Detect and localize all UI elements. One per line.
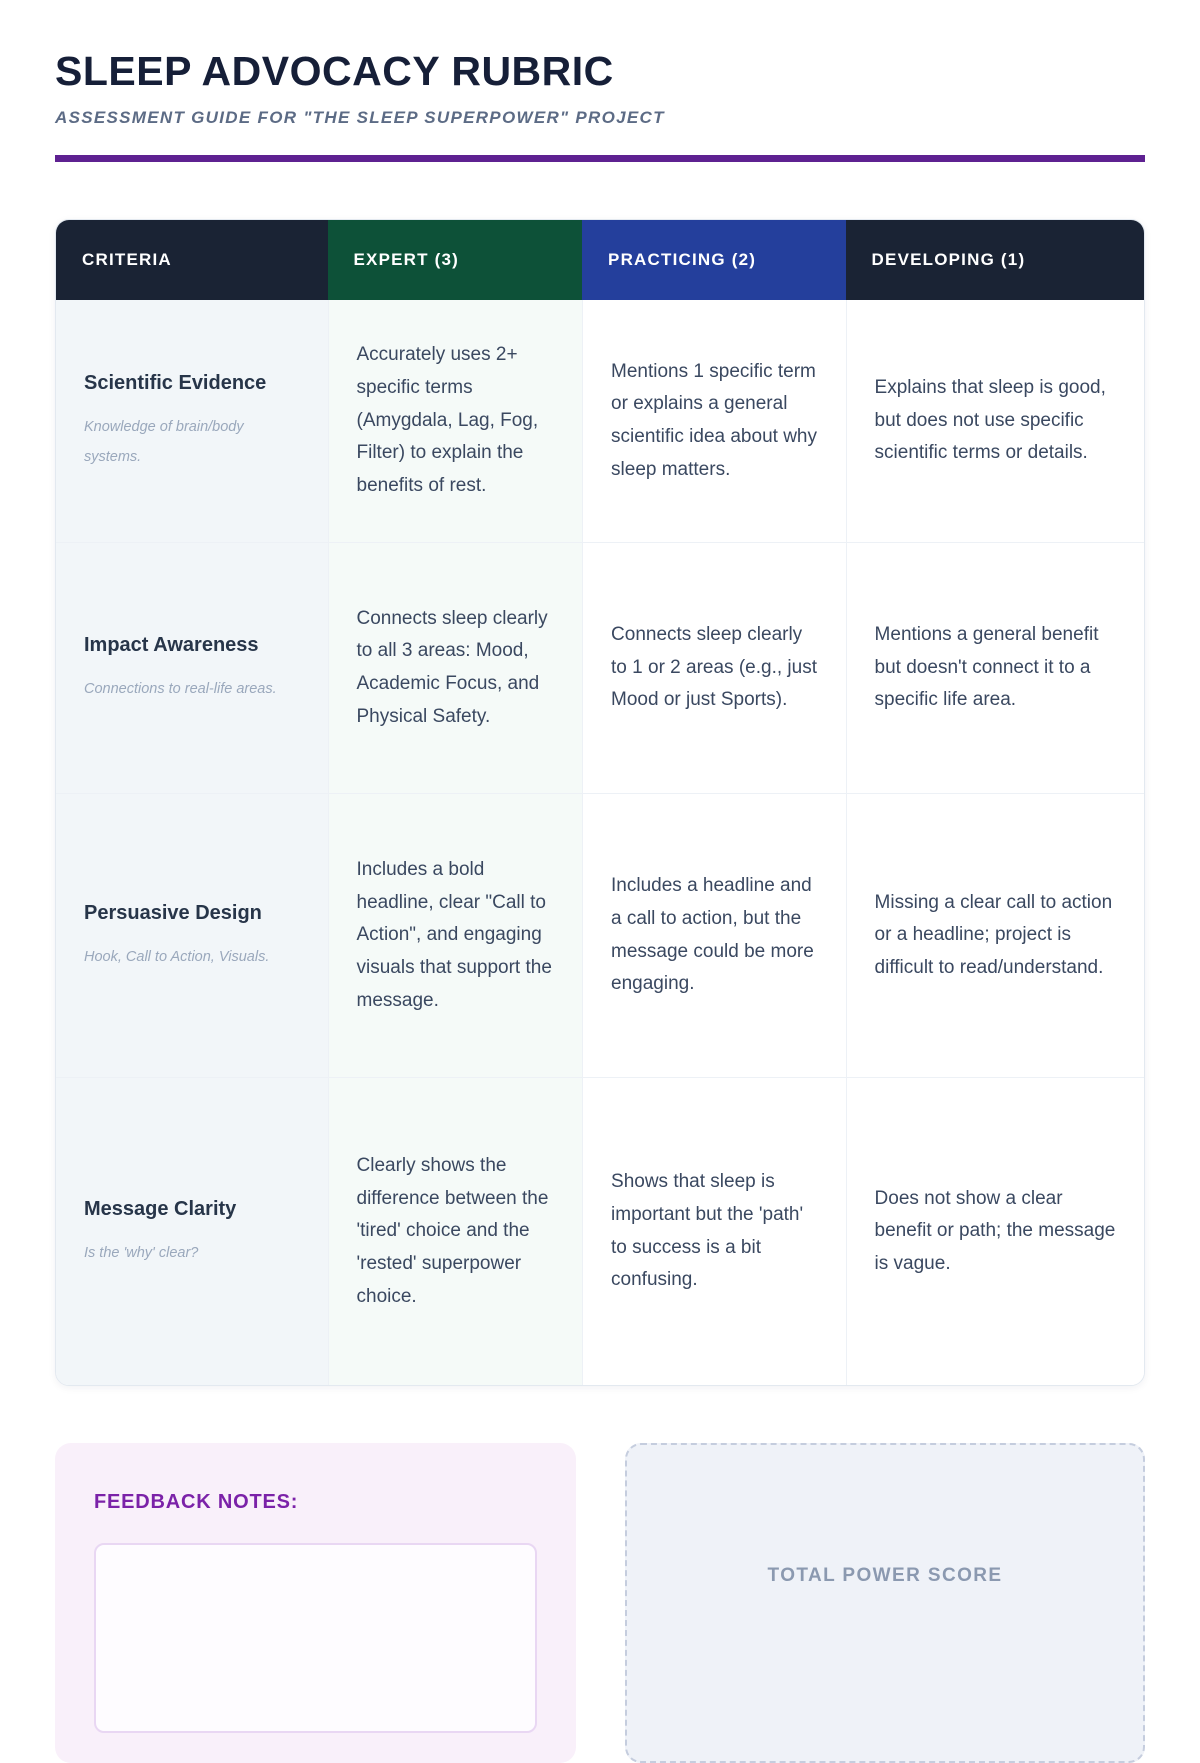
expert-cell: Accurately uses 2+ specific terms (Amygdala, Lag, Fog, Filter) to explain the benefits of rest. [328, 300, 583, 542]
criterion-cell [56, 300, 328, 542]
criterion-description: Hook, Call to Action, Visuals. [84, 948, 270, 965]
developing-cell: Mentions a general benefit but doesn't connect it to a specific life area. [846, 542, 1144, 793]
page-title: SLEEP ADVOCACY RUBRIC [55, 48, 614, 94]
criterion-description: Connections to real-life areas. [84, 681, 277, 698]
total-power-score-box [625, 1443, 1145, 1763]
practicing-cell: Includes a headline and a call to action, but the message could be more engaging. [582, 793, 846, 1077]
expert-cell: Includes a bold headline, clear "Call to Action", and engaging visuals that support the message. [328, 793, 583, 1077]
feedback-notes-box [55, 1443, 576, 1763]
table-row [56, 793, 1144, 1077]
developing-cell: Explains that sleep is good, but does not use specific scientific terms or details. [846, 300, 1144, 542]
practicing-cell: Mentions 1 specific term or explains a general scientific idea about why sleep matters. [582, 300, 846, 542]
criterion-description: Is the 'why' clear? [84, 1244, 199, 1261]
footer-section [55, 1443, 1145, 1763]
criterion-name: Scientific Evidence [84, 372, 267, 395]
developing-cell: Missing a clear call to action or a headline; project is difficult to read/understand. [846, 793, 1144, 1077]
expert-cell: Clearly shows the difference between the 'tired' choice and the 'rested' superpower choice. [328, 1077, 583, 1385]
criterion-cell [56, 1077, 328, 1385]
criterion-name: Message Clarity [84, 1197, 237, 1220]
accent-divider [55, 155, 1145, 162]
column-header-developing: DEVELOPING (1) [846, 220, 1144, 300]
feedback-notes-label: FEEDBACK NOTES: [94, 1491, 299, 1514]
column-header-practicing: PRACTICING (2) [582, 220, 846, 300]
table-row [56, 1077, 1144, 1385]
table-row [56, 542, 1144, 793]
criterion-cell [56, 793, 328, 1077]
criterion-name: Impact Awareness [84, 634, 259, 657]
column-header-criteria: CRITERIA [56, 220, 328, 300]
table-header-row [56, 220, 1144, 300]
criterion-description: Knowledge of brain/body systems. [84, 419, 244, 466]
criterion-cell [56, 542, 328, 793]
column-header-expert: EXPERT (3) [328, 220, 583, 300]
practicing-cell: Shows that sleep is important but the 'path' to success is a bit confusing. [582, 1077, 846, 1385]
table-row [56, 300, 1144, 542]
feedback-notes-input[interactable] [94, 1543, 537, 1733]
developing-cell: Does not show a clear benefit or path; the message is vague. [846, 1077, 1144, 1385]
page-subtitle: ASSESSMENT GUIDE FOR "THE SLEEP SUPERPOWER" PROJECT [55, 108, 665, 128]
total-power-score-label: TOTAL POWER SCORE [767, 1565, 1003, 1587]
practicing-cell: Connects sleep clearly to 1 or 2 areas (e.g., just Mood or just Sports). [582, 542, 846, 793]
criterion-name: Persuasive Design [84, 901, 262, 924]
rubric-table [55, 219, 1145, 1386]
expert-cell: Connects sleep clearly to all 3 areas: Mood, Academic Focus, and Physical Safety. [328, 542, 583, 793]
